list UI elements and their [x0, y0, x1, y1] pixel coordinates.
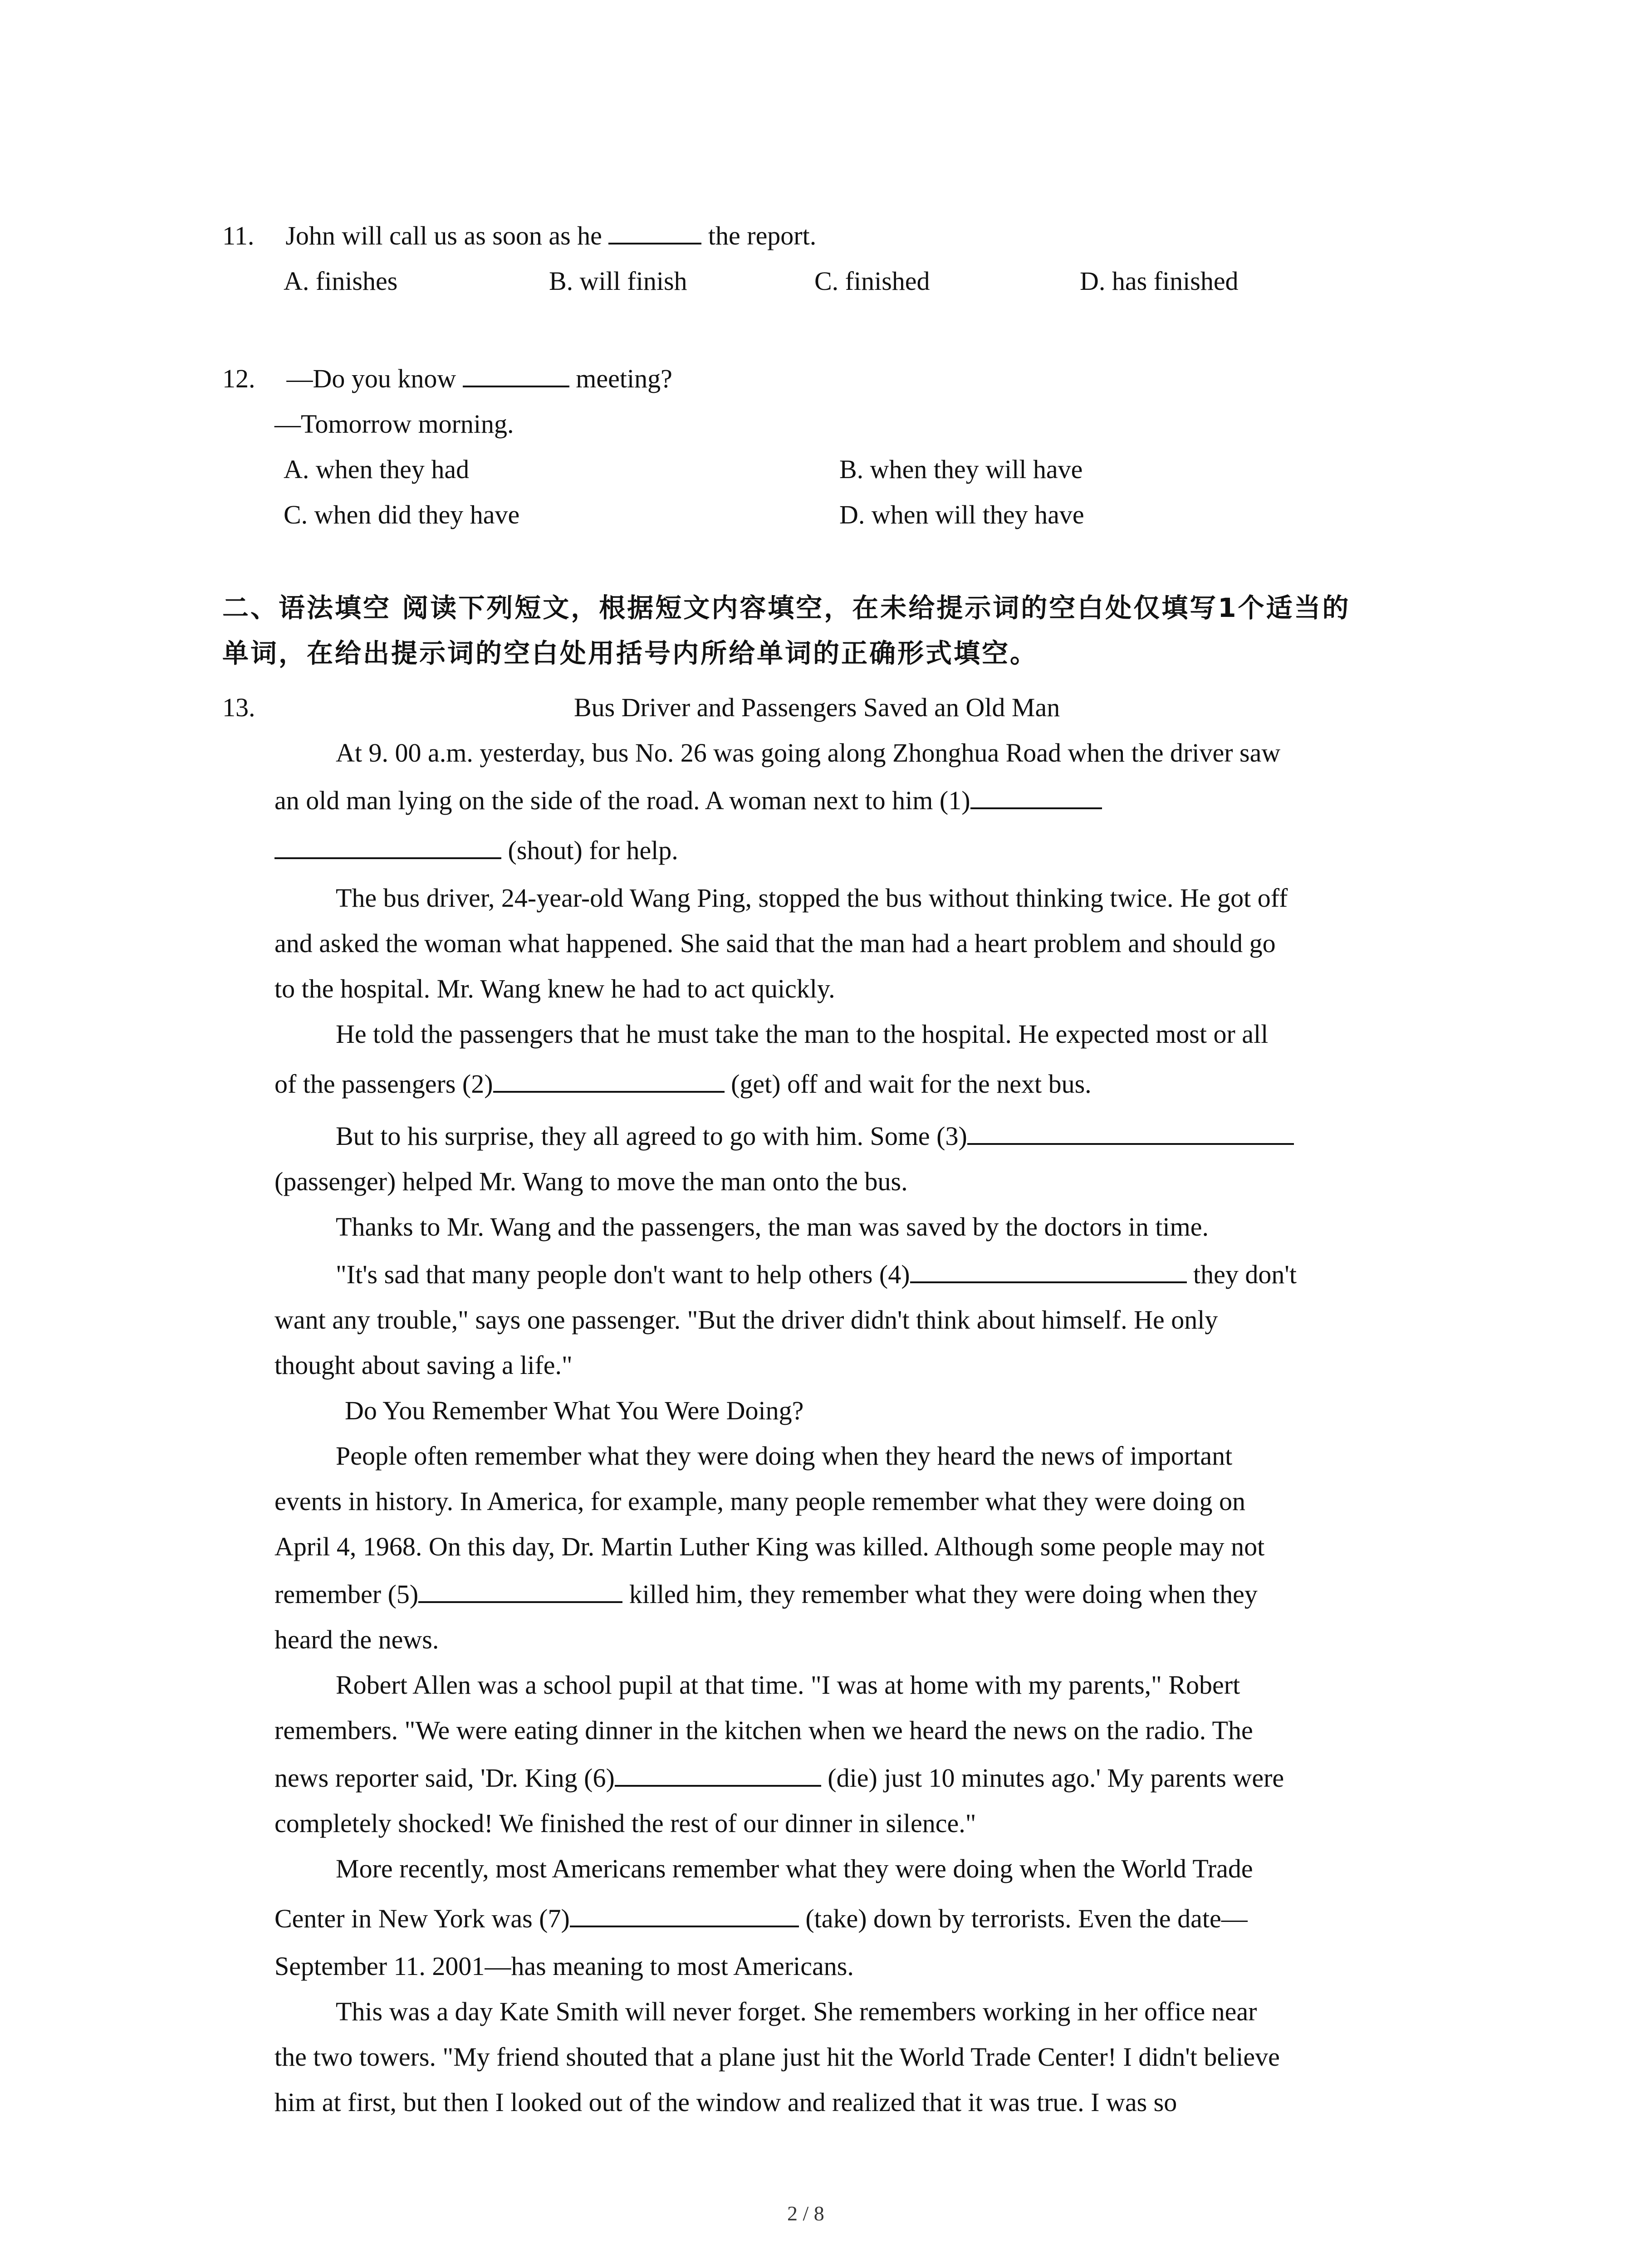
passage-line: September 11. 2001—has meaning to most Americans. [274, 1951, 854, 1981]
answer-blank[interactable] [608, 214, 701, 244]
passage-line: April 4, 1968. On this day, Dr. Martin Luther King was killed. Although some people may not [274, 1532, 1265, 1561]
question-11 [222, 213, 816, 259]
passage-line: More recently, most Americans remember what they were doing when the World Trade [336, 1854, 1253, 1883]
passage-line: an old man lying on the side of the road. A woman next to him (1) [274, 778, 1102, 823]
answer-blank-1-cont[interactable] [274, 828, 501, 859]
passage-line: Robert Allen was a school pupil at that time. "I was at home with my parents," Robert [336, 1670, 1240, 1700]
question-stem: John will call us as soon as he [285, 221, 602, 250]
passage-line: This was a day Kate Smith will never forget. She remembers working in her office near [336, 1997, 1257, 2026]
answer-blank-7[interactable] [570, 1897, 799, 1927]
passage-line: (passenger) helped Mr. Wang to move the man onto the bus. [274, 1167, 908, 1196]
passage-title: Bus Driver and Passengers Saved an Old Man [574, 693, 1060, 722]
option-b[interactable]: B. when they will have [839, 455, 1083, 484]
answer-blank-5[interactable] [418, 1572, 622, 1603]
passage-line: the two towers. "My friend shouted that a plane just hit the World Trade Center! I didn't believe [274, 2042, 1280, 2072]
option-d[interactable]: D. has finished [1080, 266, 1239, 296]
passage-line: (shout) for help. [274, 828, 678, 873]
answer-blank-6[interactable] [615, 1756, 821, 1787]
passage-line: He told the passengers that he must take the man to the hospital. He expected most or all [336, 1019, 1269, 1049]
page-number: 2 / 8 [787, 2202, 824, 2225]
option-c[interactable]: C. when did they have [284, 500, 520, 529]
question-number: 12. [222, 364, 255, 393]
answer-blank[interactable] [463, 357, 569, 387]
passage-line: heard the news. [274, 1625, 439, 1654]
passage-line: want any trouble," says one passenger. "But the driver didn't think about himself. He only [274, 1305, 1218, 1334]
option-b[interactable]: B. will finish [549, 266, 687, 296]
passage-line: to the hospital. Mr. Wang knew he had to act quickly. [274, 974, 835, 1003]
passage-line: events in history. In America, for example, many people remember what they were doing on [274, 1486, 1245, 1516]
passage-line: At 9. 00 a.m. yesterday, bus No. 26 was going along Zhonghua Road when the driver saw [336, 738, 1281, 767]
question-stem: —Do you know [286, 364, 456, 393]
passage-line: People often remember what they were doing when they heard the news of important [336, 1441, 1233, 1471]
answer-blank-3[interactable] [967, 1114, 1294, 1145]
passage-line: remember (5) killed him, they remember what they were doing when they [274, 1572, 1258, 1617]
section-heading: 二、语法填空 阅读下列短文，根据短文内容填空，在未给提示词的空白处仅填写1个适当的 [222, 592, 1351, 623]
question-stem: meeting? [576, 364, 672, 393]
passage-line: news reporter said, 'Dr. King (6) (die) just 10 minutes ago.' My parents were [274, 1755, 1284, 1801]
passage-line: of the passengers (2) (get) off and wait for the next bus. [274, 1061, 1092, 1107]
option-a[interactable]: A. finishes [284, 266, 398, 296]
passage-line: completely shocked! We finished the rest of our dinner in silence." [274, 1809, 976, 1838]
passage-line: The bus driver, 24-year-old Wang Ping, stopped the bus without thinking twice. He got off [336, 883, 1288, 913]
passage-line: But to his surprise, they all agreed to go with him. Some (3) [336, 1114, 1294, 1159]
dialogue-reply: —Tomorrow morning. [274, 409, 514, 439]
section-heading-cont: 单词，在给出提示词的空白处用括号内所给单词的正确形式填空。 [222, 638, 1038, 669]
passage-line: "It's sad that many people don't want to help others (4) they don't [336, 1252, 1297, 1297]
answer-blank-2[interactable] [493, 1062, 725, 1093]
question-number: 11. [222, 221, 255, 250]
passage-line: Thanks to Mr. Wang and the passengers, the man was saved by the doctors in time. [336, 1212, 1209, 1242]
passage-line: thought about saving a life." [274, 1350, 573, 1380]
answer-blank-1[interactable] [970, 778, 1102, 809]
option-a[interactable]: A. when they had [284, 455, 470, 484]
option-c[interactable]: C. finished [814, 266, 930, 296]
answer-blank-4[interactable] [910, 1252, 1187, 1283]
option-d[interactable]: D. when will they have [839, 500, 1084, 529]
question-13-number: 13. [222, 693, 255, 722]
passage-line: and asked the woman what happened. She said that the man had a heart problem and should go [274, 929, 1276, 958]
passage-line: Center in New York was (7) (take) down by terrorists. Even the date— [274, 1896, 1248, 1941]
question-stem: the report. [708, 221, 817, 250]
question-12 [222, 356, 672, 401]
passage-line: remembers. "We were eating dinner in the kitchen when we heard the news on the radio. The [274, 1716, 1253, 1745]
passage-line: him at first, but then I looked out of the window and realized that it was true. I was so [274, 2087, 1177, 2117]
passage-title: Do You Remember What You Were Doing? [345, 1396, 804, 1425]
